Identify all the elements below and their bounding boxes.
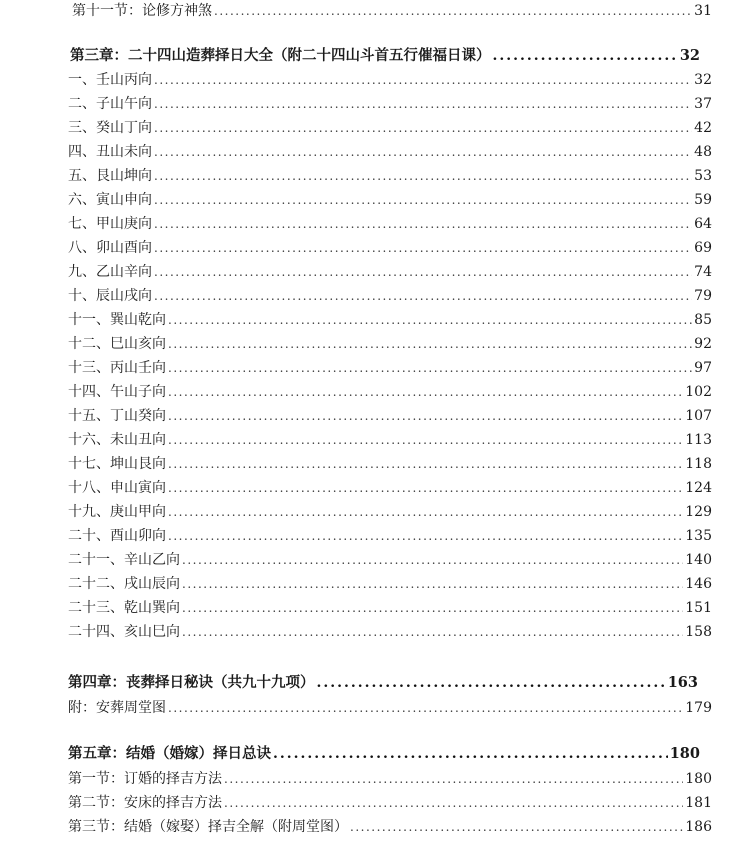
- toc-entry-title: 二十四、亥山巳向: [68, 624, 180, 640]
- toc-entry-title: 十一、巽山乾向: [68, 312, 166, 328]
- toc-dot-leader: [154, 261, 692, 283]
- toc-dot-leader: [168, 453, 683, 475]
- toc-entry-item: [68, 237, 712, 259]
- toc-dot-leader: [182, 597, 683, 619]
- toc-entry-page: 186: [685, 819, 712, 835]
- toc-entry-title: 第二节：安床的择吉方法: [68, 795, 222, 811]
- toc-dot-leader: [273, 743, 668, 765]
- toc-entry-section: [68, 792, 712, 814]
- toc-chapter-page: 163: [667, 674, 698, 691]
- toc-dot-leader: [168, 357, 692, 379]
- toc-entry-page: 37: [694, 96, 712, 112]
- toc-entry-title: 八、卯山酉向: [68, 240, 152, 256]
- toc-entry-item: [68, 597, 712, 619]
- toc-chapter-title: 第三章：二十四山造葬择日大全（附二十四山斗首五行催福日课）: [70, 47, 491, 64]
- toc-entry-item: [68, 213, 712, 235]
- toc-dot-leader: [154, 285, 692, 307]
- toc-entry-item: [68, 405, 712, 427]
- toc-dot-leader: [154, 93, 692, 115]
- toc-chapter-title: 第四章：丧葬择日秘诀（共九十九项）: [68, 674, 315, 691]
- toc-dot-leader: [182, 621, 683, 643]
- toc-chapter-3: [70, 45, 700, 67]
- toc-chapter-5: [68, 743, 700, 765]
- toc-chapter-page: 180: [669, 745, 700, 762]
- toc-entry-page: 48: [694, 144, 712, 160]
- toc-entry-title: 第一节：订婚的择吉方法: [68, 771, 222, 787]
- toc-entry-title: 十九、庚山甲向: [68, 504, 166, 520]
- toc-dot-leader: [182, 573, 683, 595]
- toc-entry-title: 二十一、辛山乙向: [68, 552, 180, 568]
- toc-dot-leader: [154, 189, 692, 211]
- toc-entry-page: 129: [685, 504, 712, 520]
- toc-entry-page: 69: [694, 240, 712, 256]
- toc-dot-leader: [168, 477, 683, 499]
- toc-entry-page: 79: [694, 288, 712, 304]
- toc-entry-title: 七、甲山庚向: [68, 216, 152, 232]
- toc-entry-item: [68, 69, 712, 91]
- toc-dot-leader: [154, 165, 692, 187]
- toc-entry-page: 158: [685, 624, 712, 640]
- toc-entry-title: 十二、巳山亥向: [68, 336, 166, 352]
- toc-chapter-page: 32: [679, 47, 700, 64]
- toc-entry-page: 140: [685, 552, 712, 568]
- toc-dot-leader: [168, 501, 683, 523]
- toc-entry-page: 180: [685, 771, 712, 787]
- toc-entry-page: 151: [685, 600, 712, 616]
- toc-entry-page: 53: [694, 168, 712, 184]
- toc-entry-item: [68, 429, 712, 451]
- toc-dot-leader: [154, 117, 692, 139]
- toc-entry-page: 97: [694, 360, 712, 376]
- toc-entry-item: [68, 189, 712, 211]
- toc-dot-leader: [214, 0, 692, 22]
- toc-entry-title: 三、癸山丁向: [68, 120, 152, 136]
- toc-entry-item: [68, 477, 712, 499]
- toc-entry-title: 十、辰山戌向: [68, 288, 152, 304]
- toc-entry-title: 二十、酉山卯向: [68, 528, 166, 544]
- toc-entry-page: 92: [694, 336, 712, 352]
- toc-entry-title: 十六、未山丑向: [68, 432, 166, 448]
- toc-entry-page: 59: [694, 192, 712, 208]
- toc-entry-item: [68, 309, 712, 331]
- toc-dot-leader: [154, 69, 692, 91]
- toc-entry-title: 二十二、戌山辰向: [68, 576, 180, 592]
- toc-entry-item: [68, 261, 712, 283]
- toc-entry-title: 十七、坤山艮向: [68, 456, 166, 472]
- toc-dot-leader: [224, 768, 683, 790]
- toc-dot-leader: [350, 816, 683, 838]
- toc-entry-page: 74: [694, 264, 712, 280]
- toc-entry-title: 附：安葬周堂图: [68, 700, 166, 716]
- toc-entry-item: [68, 549, 712, 571]
- toc-entry-title: 十三、丙山壬向: [68, 360, 166, 376]
- toc-entry-item: [68, 357, 712, 379]
- toc-entry-title: 十五、丁山癸向: [68, 408, 166, 424]
- toc-entry-item: [68, 501, 712, 523]
- toc-entry-title: 四、丑山未向: [68, 144, 152, 160]
- toc-entry-title: 二十三、乾山巽向: [68, 600, 180, 616]
- toc-entry-title: 十四、午山子向: [68, 384, 166, 400]
- toc-chapter-title: 第五章：结婚（婚嫁）择日总诀: [68, 745, 271, 762]
- toc-dot-leader: [154, 237, 692, 259]
- toc-entry-item: [68, 285, 712, 307]
- toc-dot-leader: [168, 333, 692, 355]
- toc-dot-leader: [168, 405, 683, 427]
- toc-entry-appendix: [68, 697, 712, 719]
- toc-entry-page: 102: [685, 384, 712, 400]
- toc-dot-leader: [168, 429, 683, 451]
- toc-entry-page: 146: [685, 576, 712, 592]
- toc-entry-page: 107: [685, 408, 712, 424]
- toc-dot-leader: [493, 45, 678, 67]
- toc-entry-page: 64: [694, 216, 712, 232]
- toc-entry-item: [68, 621, 712, 643]
- toc-dot-leader: [168, 381, 683, 403]
- toc-entry-item: [68, 573, 712, 595]
- toc-entry-title: 十八、申山寅向: [68, 480, 166, 496]
- toc-entry-page: 85: [694, 312, 712, 328]
- toc-dot-leader: [317, 672, 666, 694]
- toc-entry-title: 六、寅山申向: [68, 192, 152, 208]
- toc-entry-page: 113: [685, 432, 712, 448]
- toc-dot-leader: [168, 525, 683, 547]
- toc-entry-title: 第十一节：论修方神煞: [72, 3, 212, 19]
- toc-entry-page: 31: [694, 3, 712, 19]
- toc-entry-section: [68, 768, 712, 790]
- toc-dot-leader: [182, 549, 683, 571]
- toc-entry-title: 一、壬山丙向: [68, 72, 152, 88]
- toc-entry-title: 二、子山午向: [68, 96, 152, 112]
- toc-entry-page: 135: [685, 528, 712, 544]
- toc-entry-title: 五、艮山坤向: [68, 168, 152, 184]
- toc-entry-section: [68, 816, 712, 838]
- toc-dot-leader: [224, 792, 683, 814]
- toc-entry-item: [68, 165, 712, 187]
- toc-entry-item: [68, 93, 712, 115]
- toc-entry-item: [68, 453, 712, 475]
- toc-entry-page: 179: [685, 700, 712, 716]
- toc-dot-leader: [168, 697, 683, 719]
- toc-entry-item: [68, 141, 712, 163]
- toc-dot-leader: [168, 309, 692, 331]
- toc-dot-leader: [154, 141, 692, 163]
- toc-entry-page: 42: [694, 120, 712, 136]
- toc-entry-title: 九、乙山辛向: [68, 264, 152, 280]
- toc-entry-page: 124: [685, 480, 712, 496]
- toc-chapter-4: [68, 672, 698, 694]
- toc-dot-leader: [154, 213, 692, 235]
- toc-entry-page: 118: [685, 456, 712, 472]
- toc-entry-item: [68, 381, 712, 403]
- toc-entry-item: [68, 333, 712, 355]
- toc-entry-section-11: [72, 0, 712, 22]
- toc-entry-page: 181: [685, 795, 712, 811]
- toc-entry-item: [68, 117, 712, 139]
- toc-entry-page: 32: [694, 72, 712, 88]
- toc-entry-item: [68, 525, 712, 547]
- toc-entry-title: 第三节：结婚（嫁娶）择吉全解（附周堂图）: [68, 819, 348, 835]
